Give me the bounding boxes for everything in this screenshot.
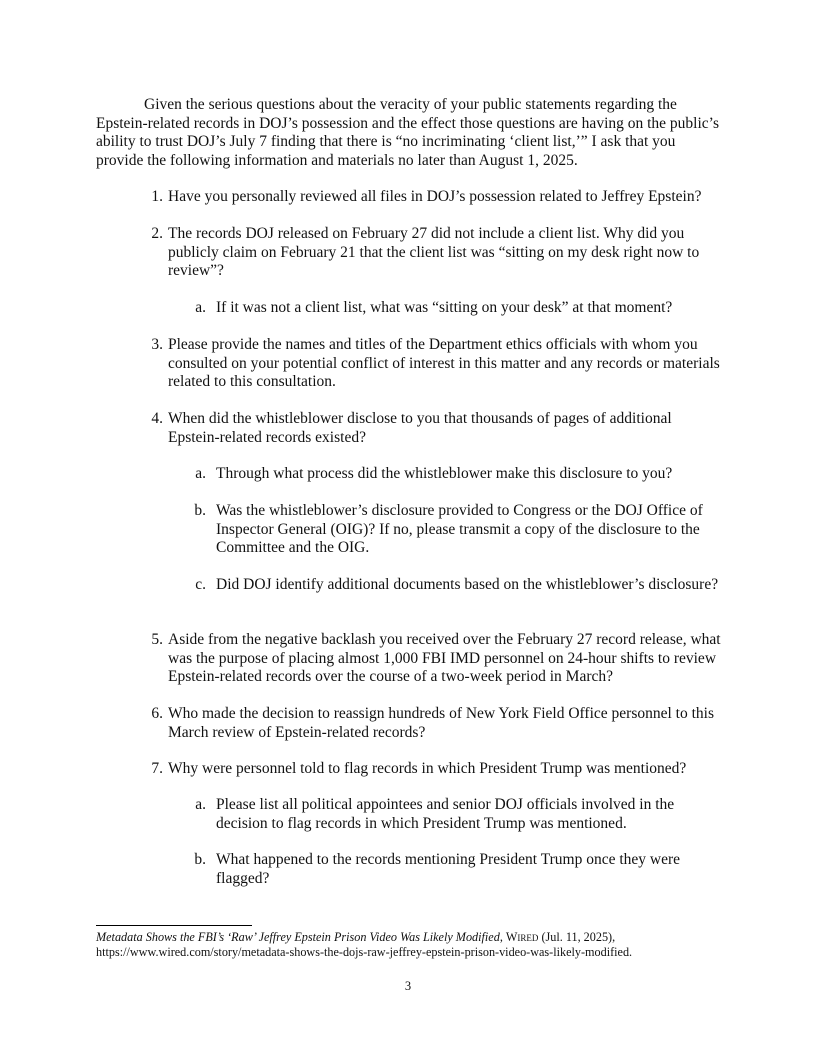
footnote-date: (Jul. 11, 2025),	[538, 930, 616, 944]
item-text: Was the whistleblower’s disclosure provided to Congress or the DOJ Office of Inspector General (OIG)? If no, please transmit a copy of the disclosure to the Committee and the OIG.	[216, 502, 703, 556]
footnote	[96, 930, 736, 960]
item-number: 6.	[151, 705, 163, 722]
item-text: Please provide the names and titles of the Department ethics officials with whom you consulted on your potential conflict of interest in this matter and any records or materials related to this consultation.	[168, 336, 720, 390]
intro-paragraph: Given the serious questions about the veracity of your public statements regarding the Epstein-related records in DOJ’s possession and the effect those questions are having on the public’s ability to trust DOJ’s July 7 finding that there is “no incriminating ‘client list,’” I ask that you provide the following information and materials no later than August 1, 2025.	[96, 96, 720, 169]
item-text: The records DOJ released on February 27 did not include a client list. Why did you publicly claim on February 21 that the client list was “sitting on my desk right now to review”?	[168, 225, 700, 279]
item-text: Through what process did the whistleblower make this disclosure to you?	[216, 465, 673, 482]
item-text: Who made the decision to reassign hundreds of New York Field Office personnel to this March review of Epstein-related records?	[168, 705, 714, 741]
item-letter: c.	[195, 576, 206, 593]
item-letter: a.	[195, 465, 206, 482]
item-text: If it was not a client list, what was “sitting on your desk” at that moment?	[216, 299, 673, 316]
item-number: 2.	[151, 225, 163, 242]
footnote-separator: ,	[499, 930, 506, 944]
item-number: 3.	[151, 336, 163, 353]
footnote-publication: Wired	[505, 930, 539, 944]
item-number: 4.	[151, 410, 163, 427]
footnote-title: Metadata Shows the FBI’s ‘Raw’ Jeffrey Epstein Prison Video Was Likely Modified	[96, 930, 500, 944]
footnote-divider	[96, 925, 252, 926]
item-letter: a.	[195, 796, 206, 813]
footnote-url[interactable]: https://www.wired.com/story/metadata-shows-the-dojs-raw-jeffrey-epstein-prison-video-was-likely-modified.	[96, 945, 633, 959]
item-number: 1.	[151, 188, 163, 205]
item-text: Did DOJ identify additional documents based on the whistleblower’s disclosure?	[216, 576, 719, 593]
item-letter: a.	[195, 299, 206, 316]
item-text: What happened to the records mentioning President Trump once they were flagged?	[216, 851, 681, 887]
item-number: 5.	[151, 631, 163, 648]
item-number: 7.	[151, 760, 163, 777]
item-text: Why were personnel told to flag records in which President Trump was mentioned?	[168, 760, 687, 777]
item-text: When did the whistleblower disclose to you that thousands of pages of additional Epstein-related records existed?	[168, 410, 672, 446]
item-text: Aside from the negative backlash you received over the February 27 record release, what was the purpose of placing almost 1,000 FBI IMD personnel on 24-hour shifts to review Epstein-related records over the course of a two-week period in March?	[168, 631, 721, 685]
item-text: Have you personally reviewed all files in DOJ’s possession related to Jeffrey Epstein?	[168, 188, 702, 205]
item-letter: b.	[194, 502, 206, 519]
item-letter: b.	[194, 851, 206, 868]
page-number: 3	[404, 979, 412, 993]
item-text: Please list all political appointees and senior DOJ officials involved in the decision to flag records in which President Trump was mentioned.	[216, 796, 675, 832]
